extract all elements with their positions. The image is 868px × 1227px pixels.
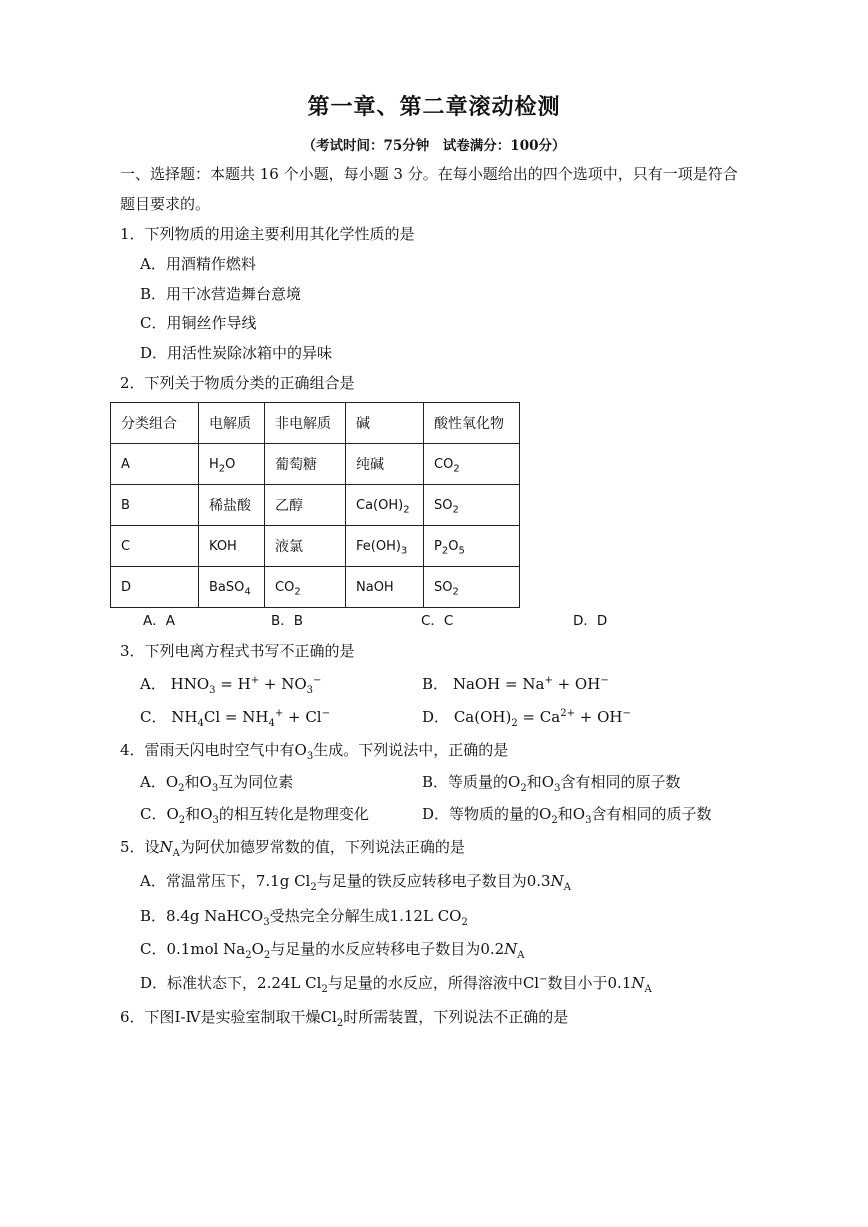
question-3-option-b[interactable] — [422, 674, 609, 694]
table-header-cell: 非电解质 — [265, 403, 346, 444]
stem-text: 是实验室制取干燥 — [200, 1008, 321, 1026]
option-label: D． — [422, 708, 450, 726]
equation-d: $Ca(OH)_2 = Ca^{2+} + OH^-$ — [453, 708, 631, 729]
option-text: 与足量的水反应，所得溶液中 — [327, 974, 523, 992]
question-6-stem: 6．下图Ⅰ-Ⅳ是实验室制取干燥$Cl_2$时所需装置，下列说法不正确的是 — [120, 1008, 569, 1029]
table-header-cell: 分类组合 — [111, 403, 199, 444]
option-text: 受热完全分解生成 — [269, 907, 390, 925]
question-3-option-a[interactable] — [140, 674, 321, 694]
option-text: 含有相同的原子数 — [560, 773, 681, 791]
option-text: B． — [140, 907, 167, 925]
table-cell: BaSO$_4$ — [199, 567, 265, 608]
table-cell: $H_2O$ — [199, 444, 265, 485]
question-5-option-a[interactable]: A．常温常压下，7.1g $Cl_2$与足量的铁反应转移电子数目为$0.3N_A$ — [140, 872, 571, 893]
question-2-option-a[interactable]: A．A — [143, 613, 175, 629]
stem-text: 6．下图 — [120, 1008, 175, 1026]
table-cell: B — [111, 485, 199, 526]
question-2-option-c[interactable]: C．C — [421, 613, 454, 629]
question-2-option-b[interactable]: B．B — [271, 613, 304, 629]
table-cell: 稀盐酸 — [199, 485, 265, 526]
option-text: 与足量的铁反应转移电子数目为 — [316, 872, 527, 890]
table-cell: $SO_2$ — [424, 485, 520, 526]
section-instructions-line1: 一、选择题：本题共 16 个小题，每小题 3 分。在每小题给出的四个选项中，只有一项是符合 — [120, 165, 738, 183]
table-cell: 乙醇 — [265, 485, 346, 526]
question-5-option-b[interactable]: B．8.4g NaHCO$_3$受热完全分解生成1.12L $CO_2$ — [140, 907, 468, 928]
option-text: C． — [140, 940, 167, 958]
table-cell: A — [111, 444, 199, 485]
table-cell: $CO_2$ — [265, 567, 346, 608]
classification-table — [110, 402, 520, 608]
option-text: A．常温常压下， — [140, 872, 256, 890]
stem-text: 为阿伏加德罗常数的值，下列说法正确的是 — [179, 838, 465, 856]
option-label: B． — [422, 675, 449, 693]
question-1-option-c[interactable]: C．用铜丝作导线 — [140, 314, 257, 332]
stem-text: 5．设 — [120, 838, 160, 856]
option-label: C． — [140, 708, 167, 726]
option-text: 和 — [184, 773, 200, 791]
question-1-option-a[interactable]: A．用酒精作燃料 — [140, 255, 256, 273]
table-row — [111, 567, 520, 608]
question-3-option-d[interactable] — [422, 707, 631, 727]
table-cell: KOH — [199, 526, 265, 567]
question-4-option-d[interactable]: D．等物质的量的$O_2$和$O_3$含有相同的质子数 — [422, 805, 712, 826]
option-text: 和 — [185, 805, 201, 823]
question-2-option-d[interactable]: D．D — [573, 613, 608, 629]
page-title: 第一章、第二章滚动检测 — [307, 94, 561, 120]
section-instructions-line2: 题目要求的。 — [120, 195, 211, 213]
table-header-row — [111, 403, 520, 444]
question-1-option-b[interactable]: B．用干冰营造舞台意境 — [140, 285, 302, 303]
option-text: 互为同位素 — [218, 773, 294, 791]
option-text: 与足量的水反应转移电子数目为 — [270, 940, 481, 958]
table-row — [111, 526, 520, 567]
table-cell: 葡萄糖 — [265, 444, 346, 485]
question-5-stem: 5．设$N_A$为阿伏加德罗常数的值，下列说法正确的是 — [120, 838, 465, 859]
question-1-option-d[interactable]: D．用活性炭除冰箱中的异味 — [140, 344, 333, 362]
question-1-stem: 1．下列物质的用途主要利用其化学性质的是 — [120, 225, 415, 243]
table-cell: $Ca(OH)_2$ — [346, 485, 424, 526]
question-5-option-c[interactable]: C．0.1mol $Na_2O_2$与足量的水反应转移电子数目为$0.2N_A$ — [140, 940, 525, 961]
option-label: A． — [140, 675, 166, 693]
stem-text: 生成。下列说法中，正确的是 — [313, 741, 509, 759]
table-cell: $P_2O_5$ — [424, 526, 520, 567]
stem-text: 4．雷雨天闪电时空气中有 — [120, 741, 295, 759]
option-label: D． — [422, 805, 450, 823]
option-label: B． — [422, 773, 449, 791]
stem-text: 时所需装置，下列说法不正确的是 — [343, 1008, 569, 1026]
option-text: 含有相同的质子数 — [591, 805, 712, 823]
question-3-option-c[interactable] — [140, 707, 330, 727]
table-row — [111, 485, 520, 526]
table-cell: C — [111, 526, 199, 567]
option-label: A． — [140, 773, 166, 791]
question-3-stem: 3．下列电离方程式书写不正确的是 — [120, 642, 355, 660]
table-row — [111, 444, 520, 485]
option-text: 和 — [526, 773, 542, 791]
table-cell: 纯碱 — [346, 444, 424, 485]
table-header-cell: 碱 — [346, 403, 424, 444]
question-4-stem: 4．雷雨天闪电时空气中有$O_3$生成。下列说法中，正确的是 — [120, 741, 509, 762]
option-text: 等物质的量的 — [449, 805, 540, 823]
table-cell: NaOH — [346, 567, 424, 608]
question-2-stem: 2．下列关于物质分类的正确组合是 — [120, 374, 355, 392]
option-text: D．标准状态下， — [140, 974, 258, 992]
question-5-option-d[interactable]: D．标准状态下，2.24L $Cl_2$与足量的水反应，所得溶液中Cl−数目小于$0.1N_A$ — [140, 974, 652, 995]
question-4-option-b[interactable]: B．等质量的$O_2$和$O_3$含有相同的原子数 — [422, 773, 681, 794]
table-header-cell: 酸性氧化物 — [424, 403, 520, 444]
question-4-option-a[interactable]: A．$O_2$和$O_3$互为同位素 — [140, 773, 294, 794]
question-4-option-c[interactable]: C．$O_2$和$O_3$的相互转化是物理变化 — [140, 805, 369, 826]
table-cell: 液氯 — [265, 526, 346, 567]
option-text: 等质量的 — [448, 773, 509, 791]
equation-c: $NH_4Cl = NH_4^+ + Cl^-$ — [171, 708, 330, 729]
table-cell: $Fe(OH)_3$ — [346, 526, 424, 567]
option-text: 数目小于 — [547, 974, 608, 992]
option-text: 的相互转化是物理变化 — [218, 805, 369, 823]
option-label: C． — [140, 805, 167, 823]
equation-a: $HNO_3 = H^+ + NO_3^-$ — [170, 675, 322, 696]
table-cell: D — [111, 567, 199, 608]
table-cell: $SO_2$ — [424, 567, 520, 608]
table-header-cell: 电解质 — [199, 403, 265, 444]
equation-b: NaOH = Na+ + OH− — [452, 675, 609, 693]
option-text: 和 — [557, 805, 573, 823]
exam-info: （考试时间：75分钟 试卷满分：100分） — [302, 138, 566, 154]
table-cell: $CO_2$ — [424, 444, 520, 485]
